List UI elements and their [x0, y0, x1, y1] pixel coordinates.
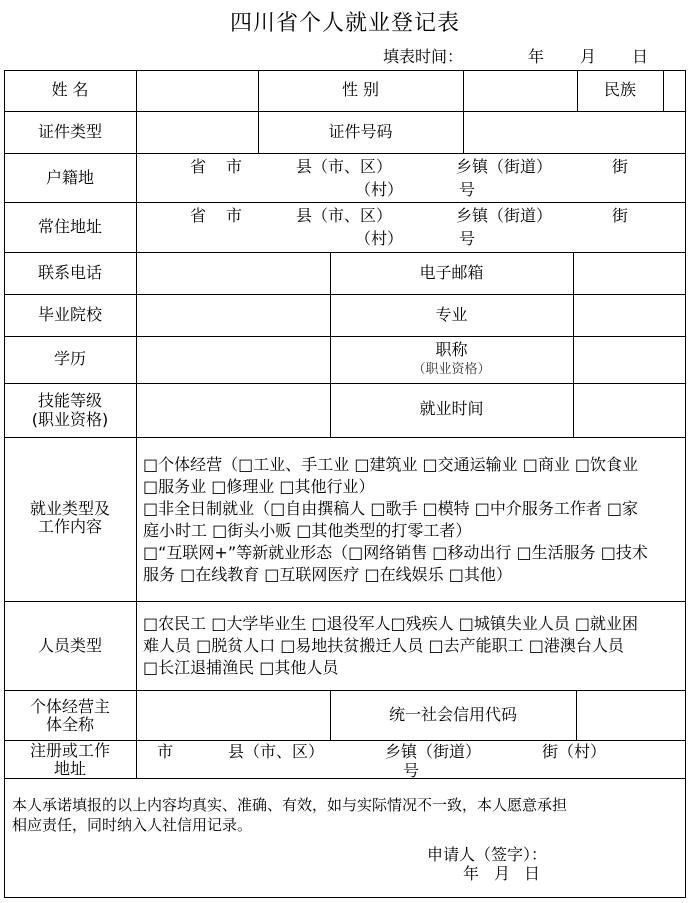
skill-level-label: 技能等级	[37, 391, 102, 410]
row-divider	[4, 252, 686, 253]
email-label: 电子邮箱	[419, 263, 484, 282]
school-label: 毕业院校	[37, 305, 102, 324]
personnel-option-line[interactable]: □长江退捕渔民 □其他人员	[143, 658, 339, 677]
registered-address-sublabel: 地址	[53, 759, 86, 778]
residence-province: 省	[190, 206, 207, 225]
employment-time-label: 就业时间	[419, 399, 484, 418]
hukou-county: 县（市、区）	[296, 157, 393, 176]
personnel-type-label: 人员类型	[37, 636, 102, 655]
row-divider	[4, 111, 686, 112]
employment-option-line[interactable]: □个体经营（□工业、手工业 □建筑业 □交通运输业 □商业 □饮食业	[143, 455, 639, 474]
signature-year-label: 年	[463, 864, 480, 883]
row-divider	[4, 336, 686, 337]
row-divider	[4, 202, 686, 203]
residence-address-label: 常住地址	[37, 217, 102, 236]
residence-number: 号	[459, 229, 476, 248]
major-label: 专业	[435, 305, 468, 324]
registered-street-village: 街（村）	[542, 742, 607, 761]
residence-township: 乡镇（街道）	[456, 206, 553, 225]
employment-option-line[interactable]: □非全日制就业（□自由撰稿人 □歌手 □模特 □中介服务工作者 □家	[143, 499, 639, 518]
signature-day-label: 日	[524, 864, 541, 883]
applicant-signature-label: 申请人（签字）：	[427, 845, 548, 864]
personnel-option-line[interactable]: 难人员 □脱贫人口 □易地扶贫搬迁人员 □去产能职工 □港澳台人员	[143, 636, 624, 655]
date-day-label: 日	[632, 47, 649, 66]
registered-city: 市	[157, 742, 174, 761]
employment-type-sublabel: 工作内容	[37, 517, 102, 536]
row-divider	[4, 153, 686, 154]
column-divider	[463, 70, 464, 153]
name-label: 姓 名	[51, 80, 89, 99]
business-name-label: 个体经营主	[29, 697, 110, 716]
hukou-township: 乡镇（街道）	[456, 157, 553, 176]
hukou-city: 市	[226, 157, 243, 176]
column-divider	[576, 690, 577, 740]
education-label: 学历	[53, 349, 86, 368]
id-type-label: 证件类型	[37, 122, 102, 141]
row-divider	[4, 437, 686, 438]
professional-title-label: 职称	[435, 340, 468, 359]
employment-option-line[interactable]: 服务 □在线教育 □互联网医疗 □在线娱乐 □其他）	[143, 565, 512, 584]
row-divider	[4, 601, 686, 602]
column-divider	[663, 70, 664, 111]
hukou-village: （村）	[355, 180, 404, 199]
date-month-label: 月	[580, 47, 597, 66]
credit-code-label: 统一社会信用代码	[388, 705, 517, 724]
residence-street: 街	[612, 206, 629, 225]
employment-type-label: 就业类型及	[29, 499, 110, 518]
employment-option-line[interactable]: □服务业 □修理业 □其他行业）	[143, 477, 375, 496]
registered-county: 县（市、区）	[228, 742, 325, 761]
pledge-text-line: 相应责任，同时纳入人社信用记录。	[12, 816, 253, 834]
employment-option-line[interactable]: □“互联网+”等新就业形态（□网络销售 □移动出行 □生活服务 □技术	[143, 543, 648, 562]
id-number-label: 证件号码	[328, 122, 393, 141]
registered-number: 号	[403, 761, 420, 780]
skill-level-sublabel: (职业资格)	[31, 410, 109, 429]
hukou-number: 号	[459, 180, 476, 199]
column-divider	[573, 252, 574, 437]
row-divider	[4, 294, 686, 295]
registered-address-label: 注册或工作	[29, 741, 110, 760]
signature-month-label: 月	[494, 864, 511, 883]
row-divider	[4, 383, 686, 384]
residence-city: 市	[226, 206, 243, 225]
professional-title-note: （职业资格）	[412, 362, 491, 377]
residence-county: 县（市、区）	[296, 206, 393, 225]
business-name-sublabel: 体全称	[45, 715, 94, 734]
household-registration-label: 户籍地	[45, 168, 94, 187]
hukou-street: 街	[612, 157, 629, 176]
phone-label: 联系电话	[37, 263, 102, 282]
registered-township: 乡镇（街道）	[385, 742, 482, 761]
pledge-text-line: 本人承诺填报的以上内容均真实、准确、有效，如与实际情况不一致，本人愿意承担	[12, 796, 568, 814]
date-year-label: 年	[528, 47, 545, 66]
form-title: 四川省个人就业登记表	[229, 11, 460, 36]
residence-village: （村）	[355, 229, 404, 248]
row-divider	[4, 690, 686, 691]
employment-option-line[interactable]: 庭小时工 □街头小贩 □其他类型的打零工者）	[143, 521, 472, 540]
column-divider	[136, 70, 137, 778]
gender-label: 性 别	[341, 80, 380, 99]
personnel-option-line[interactable]: □农民工 □大学毕业生 □退役军人□残疾人 □城镇失业人员 □就业困	[143, 614, 639, 633]
hukou-province: 省	[190, 157, 207, 176]
date-label: 填表时间：	[383, 47, 464, 66]
ethnicity-label: 民族	[603, 80, 636, 99]
